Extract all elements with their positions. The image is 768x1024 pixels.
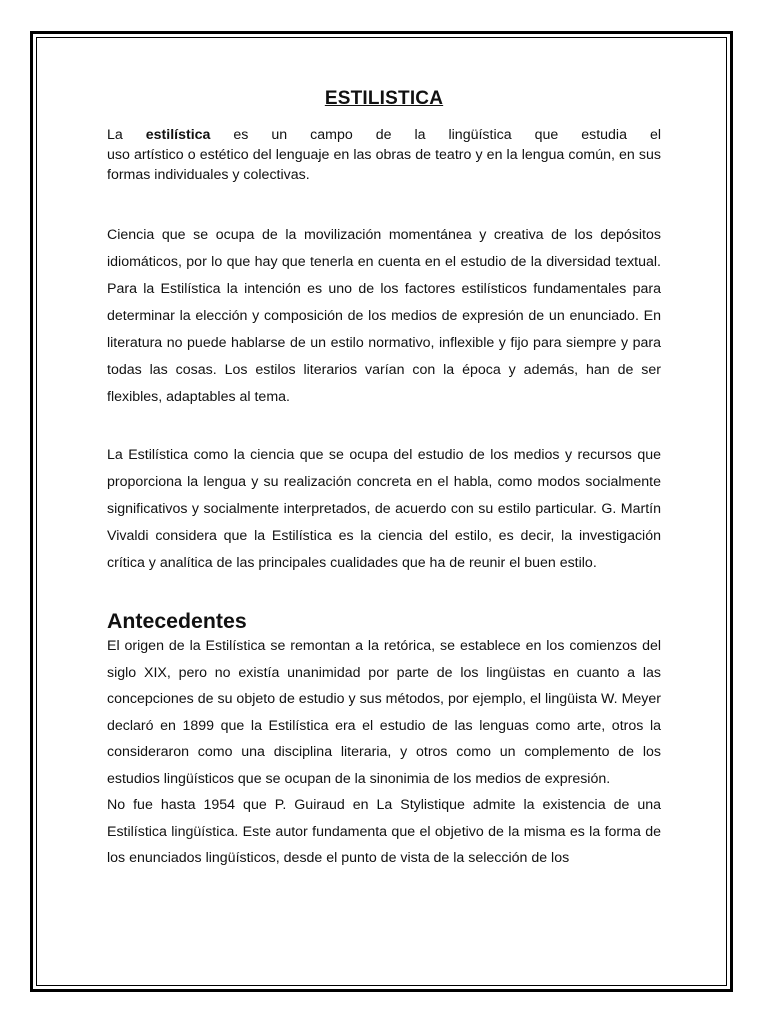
intro-lead: La xyxy=(107,127,146,143)
intro-rest: uso artístico o estético del lenguaje en las obras de teatro y en la lengua común, en sus formas individuales y colectivas. xyxy=(107,147,661,183)
paragraph-3: La Estilística como la ciencia que se ocupa del estudio de los medios y recursos que proporciona la lengua y su realización concreta en el habla, como modos socialmente significativos y socialmente interpretados, de acuerdo con su estilo particular. G. Martín Vivaldi considera que la Estilística es la ciencia del estilo, es decir, la investigación crítica y analítica de las principales cualidades que ha de reunir el buen estilo. xyxy=(107,447,661,571)
paragraph-5: No fue hasta 1954 que P. Guiraud en La Stylistique admite la existencia de una Estilística lingüística. Este autor fundamenta que el objetivo de la misma es la forma de los enunciados lingüísticos, desde el punto de vista de la selección de los xyxy=(107,797,661,866)
paragraph-2: Ciencia que se ocupa de la movilización momentánea y creativa de los depósitos idiomáticos, por lo que hay que tenerla en cuenta en el estudio de la diversidad textual. Para la Estilística la intención es uno de los factores estilísticos fundamentales para determinar la elección y composición de los medios de expresión de un enunciado. En literatura no puede hablarse de un estilo normativo, inflexible y fijo para siempre y para todas las cosas. Los estilos literarios varían con la época y además, han de ser flexibles, adaptables al tema. xyxy=(107,227,661,405)
intro-line1-rest: es un campo de la lingüística que estudia el xyxy=(210,127,661,143)
intro-paragraph xyxy=(107,125,661,185)
document-body xyxy=(107,88,661,872)
section-heading-antecedentes: Antecedentes xyxy=(107,609,247,633)
intro-first-line xyxy=(107,125,661,145)
intro-bold-term: estilística xyxy=(145,127,211,143)
document-title: ESTILISTICA xyxy=(324,88,444,109)
paragraph-4: El origen de la Estilística se remontan a la retórica, se establece en los comienzos del siglo XIX, pero no existía unanimidad por parte de los lingüistas en cuanto a las concepciones de su objeto de estudio y sus métodos, por ejemplo, el lingüista W. Meyer declaró en 1899 que la Estilística era el estudio de las lenguas como arte, otros la consideraron como una disciplina literaria, y otros como un complemento de los estudios lingüísticos que se ocupan de la sinonimia de los medios de expresión. xyxy=(107,638,661,787)
